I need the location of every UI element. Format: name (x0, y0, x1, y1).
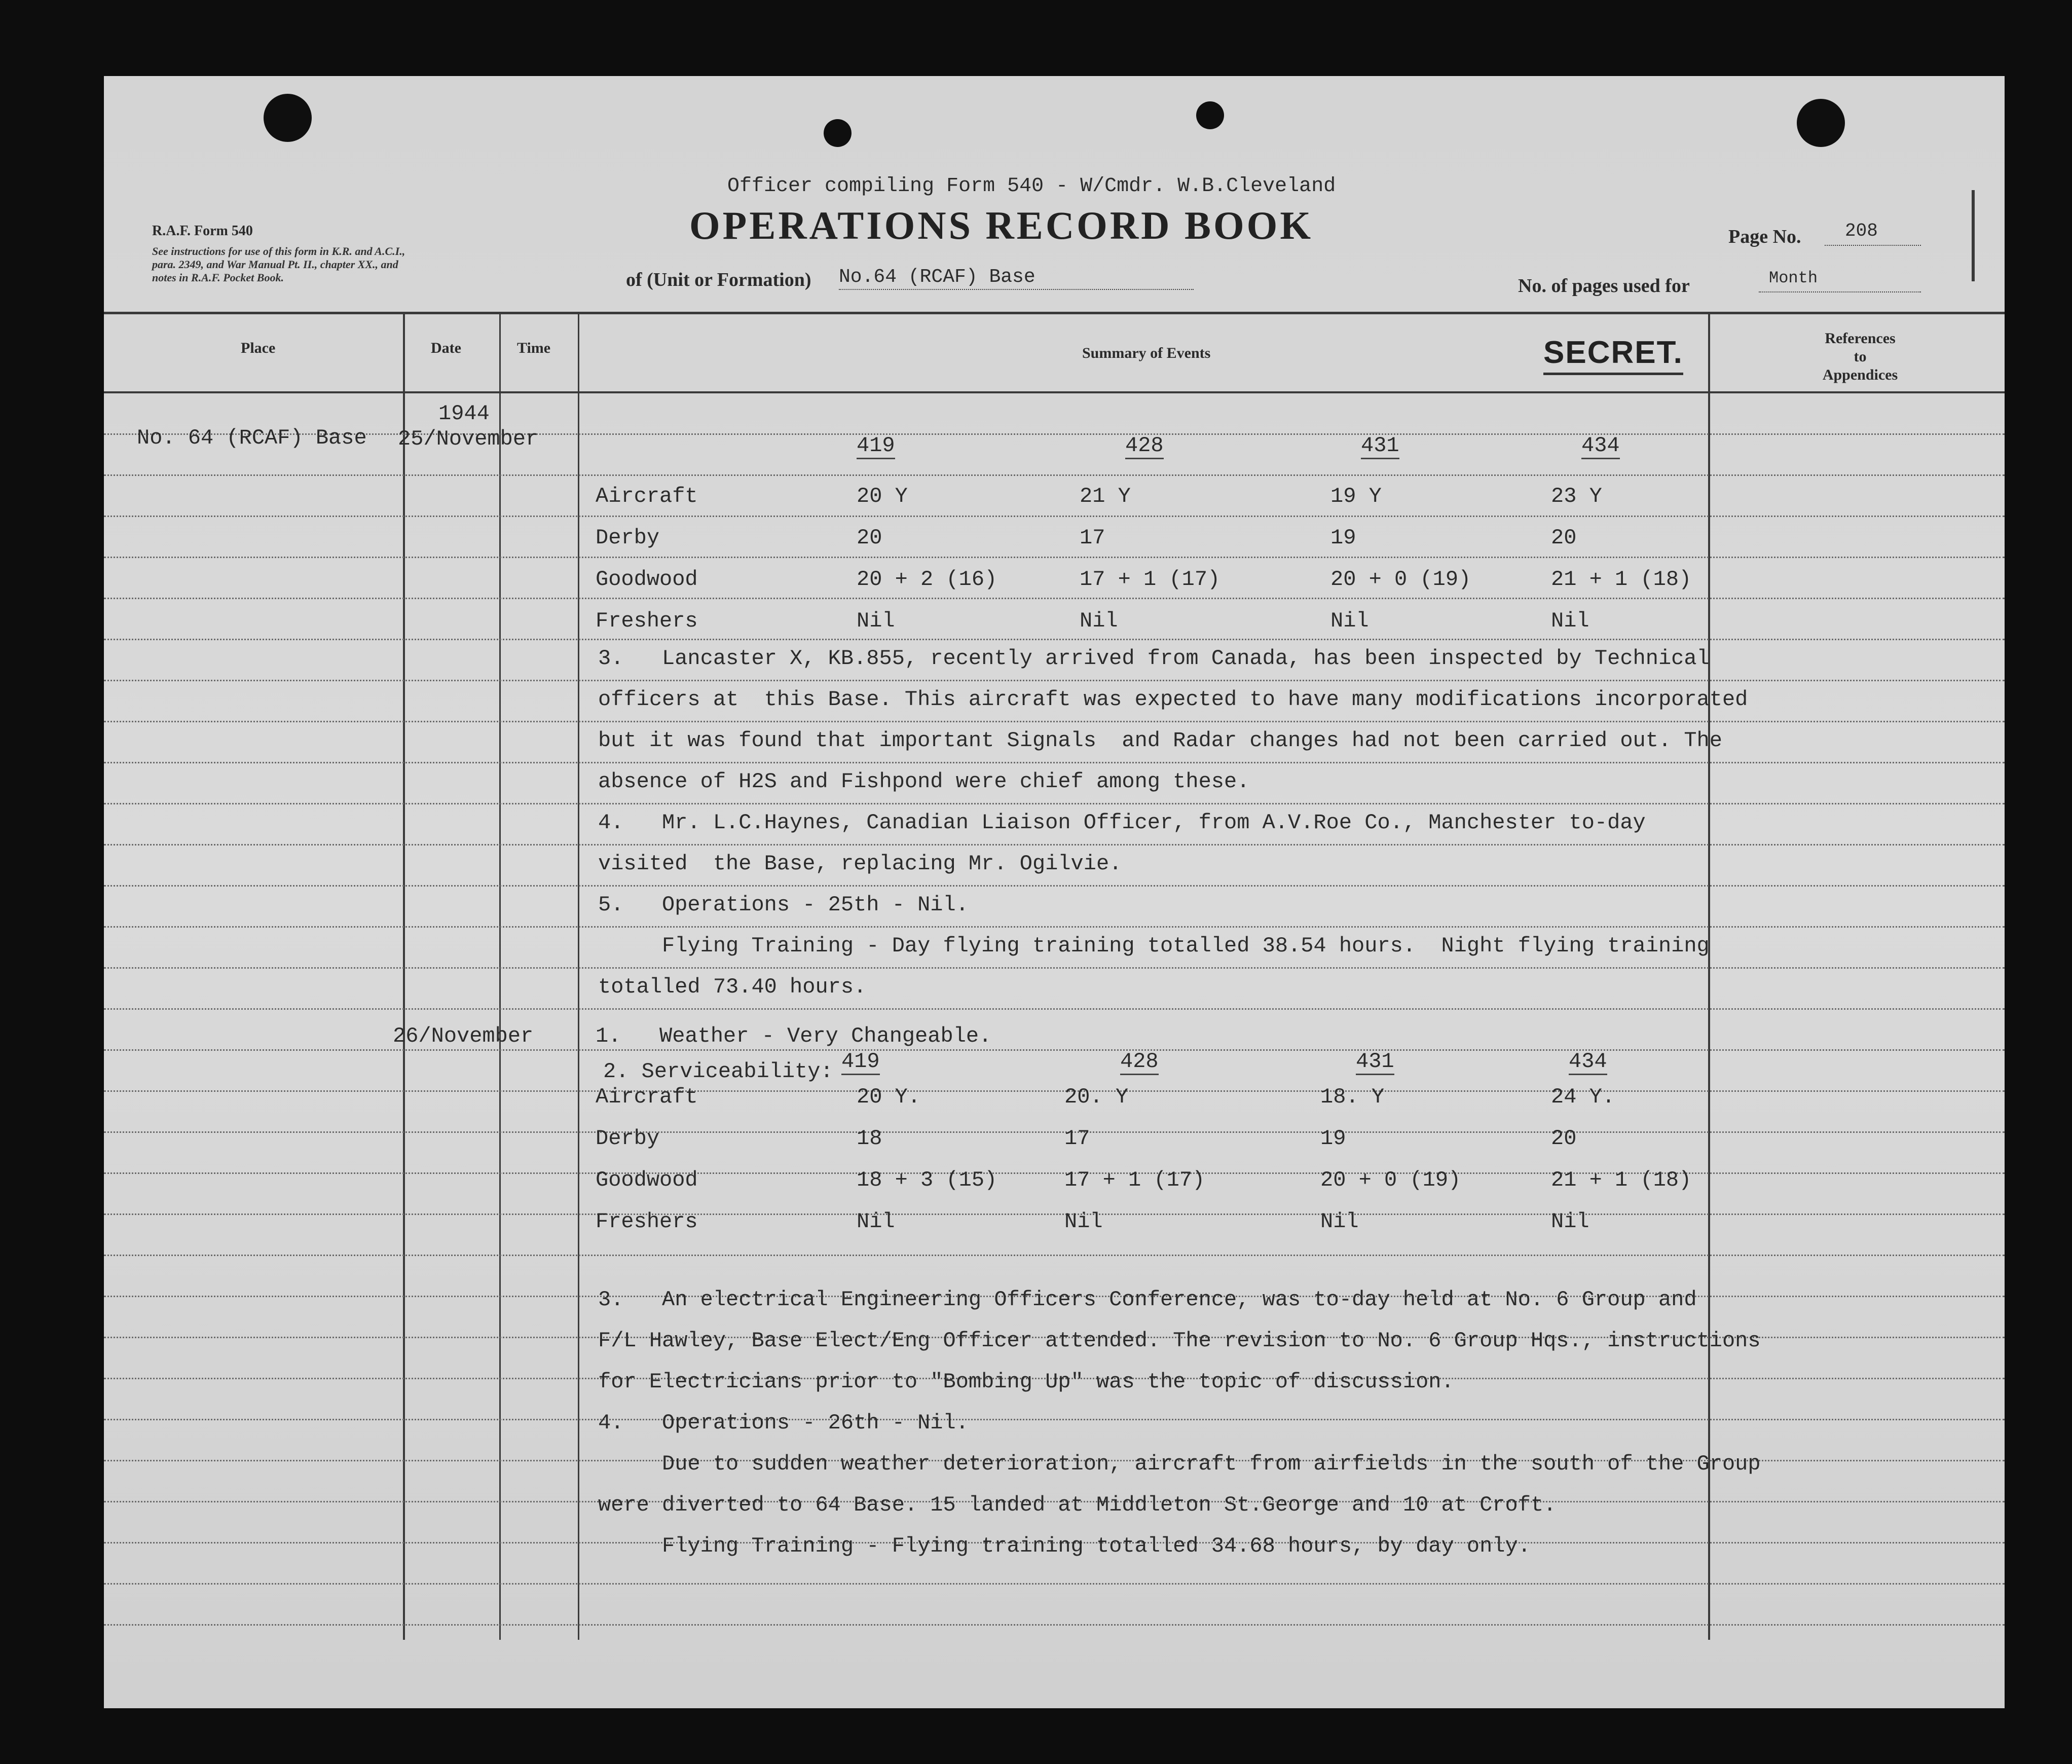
serviceability-cell: Nil (1551, 1209, 1589, 1234)
serviceability-cell: 19 Y (1330, 484, 1382, 508)
serviceability-cell: Nil (1064, 1209, 1103, 1234)
serviceability-cell: 24 Y. (1551, 1085, 1615, 1109)
serviceability-row-label: Goodwood (596, 567, 698, 592)
narrative-line: Flying Training - Day flying training totalled 38.54 hours. Night flying training (598, 934, 1710, 958)
narrative-line: Flying Training - Flying training totalled 34.68 hours, by day only. (598, 1534, 1531, 1558)
serviceability-cell: 19 (1320, 1126, 1346, 1151)
ruled-line (104, 721, 2005, 722)
ruled-line (104, 1419, 2005, 1420)
narrative-line: Due to sudden weather deterioration, aircraft from airfields in the south of the Group (598, 1452, 1761, 1476)
ruled-line (104, 803, 2005, 804)
place-entry: No. 64 (RCAF) Base (137, 426, 367, 450)
serviceability-cell: 20 Y (857, 484, 908, 508)
date-entry-25: 25/November (398, 427, 539, 451)
ruled-line (104, 433, 2005, 435)
serviceability-cell: 20 (1551, 1126, 1577, 1151)
serviceability-cell: 20 + 2 (16) (857, 567, 997, 592)
ruled-line (104, 1583, 2005, 1585)
serviceability-cell: 18 + 3 (15) (857, 1168, 997, 1192)
serviceability-row-label: Aircraft (596, 1085, 698, 1109)
narrative-line: were diverted to 64 Base. 15 landed at Middleton St.George and 10 at Croft. (598, 1493, 1557, 1517)
page-no-field: 208 (1825, 220, 1921, 246)
serviceability-cell: 20 + 0 (19) (1320, 1168, 1461, 1192)
squadron-number: 419 (857, 433, 895, 459)
serviceability-cell: 20 (1551, 526, 1577, 550)
binder-hole-left (264, 94, 312, 142)
ruled-line (104, 844, 2005, 846)
narrative-line: 4. Mr. L.C.Haynes, Canadian Liaison Officer, from A.V.Roe Co., Manchester to-day (598, 811, 1646, 835)
ruled-line (104, 1008, 2005, 1010)
narrative-line: 4. Operations - 26th - Nil. (598, 1411, 969, 1435)
binder-hole-mid-left (824, 119, 852, 147)
squadron-number: 434 (1581, 433, 1620, 459)
ruled-line (104, 1172, 2005, 1174)
serviceability-cell: 21 + 1 (18) (1551, 1168, 1692, 1192)
ruled-line (104, 926, 2005, 928)
table-top-border (104, 312, 2005, 314)
serviceability-cell: 20 Y. (857, 1085, 921, 1109)
record-sheet (104, 76, 2005, 1708)
col-divider-date (499, 312, 501, 1640)
serviceability-cell: Nil (1551, 609, 1589, 633)
pages-used-field: Month (1759, 269, 1921, 292)
serviceability-cell: 20 + 0 (19) (1330, 567, 1471, 592)
date-entry-26: 26/November (393, 1024, 534, 1048)
serviceability-cell: 21 + 1 (18) (1551, 567, 1692, 592)
form-number: R.A.F. Form 540 (152, 223, 253, 239)
serviceability-cell: 18 (857, 1126, 882, 1151)
ruled-line (104, 967, 2005, 969)
serviceability-cell: 17 (1064, 1126, 1090, 1151)
serviceability-cell: 17 + 1 (17) (1064, 1168, 1205, 1192)
squadron-number: 419 (841, 1049, 880, 1075)
ruled-line (104, 1255, 2005, 1256)
narrative-line: visited the Base, replacing Mr. Ogilvie. (598, 852, 1122, 876)
narrative-line: totalled 73.40 hours. (598, 975, 867, 999)
serviceability-row-label: Freshers (596, 609, 698, 633)
ruled-line (104, 1624, 2005, 1626)
ruled-line (104, 474, 2005, 476)
ruled-line (104, 680, 2005, 681)
page-no-label: Page No. (1728, 226, 1801, 247)
day2-serviceability-label: 2. Serviceability: (603, 1059, 833, 1084)
ruled-line (104, 885, 2005, 887)
serviceability-cell: Nil (1320, 1209, 1359, 1234)
serviceability-cell: 17 + 1 (17) (1080, 567, 1220, 592)
squadron-number: 428 (1120, 1049, 1159, 1075)
serviceability-cell: 17 (1080, 526, 1105, 550)
serviceability-row-label: Derby (596, 1126, 660, 1151)
col-header-summary: Summary of Events (1082, 345, 1211, 361)
squadron-number: 431 (1356, 1049, 1394, 1075)
year-entry: 1944 (438, 401, 490, 426)
unit-field: No.64 (RCAF) Base (839, 266, 1194, 290)
serviceability-row-label: Derby (596, 526, 660, 550)
col-header-date: Date (431, 340, 461, 356)
ruled-line (104, 1131, 2005, 1133)
ruled-line (104, 1049, 2005, 1051)
serviceability-cell: 20 (857, 526, 882, 550)
ruled-line (104, 1214, 2005, 1215)
serviceability-cell: Nil (857, 1209, 895, 1234)
serviceability-cell: 19 (1330, 526, 1356, 550)
ruled-line (104, 762, 2005, 763)
squadron-number: 434 (1569, 1049, 1607, 1075)
col-divider-place (403, 312, 405, 1640)
ruled-line (104, 639, 2005, 640)
narrative-line: 3. Lancaster X, KB.855, recently arrived from Canada, has been inspected by Technical (598, 646, 1710, 671)
narrative-line: 5. Operations - 25th - Nil. (598, 893, 969, 917)
narrative-line: F/L Hawley, Base Elect/Eng Officer attended. The revision to No. 6 Group Hqs., instructions (598, 1329, 1761, 1353)
serviceability-cell: Nil (857, 609, 895, 633)
serviceability-cell: 23 Y (1551, 484, 1602, 508)
header-bottom-border (104, 391, 2005, 393)
unit-label: of (Unit or Formation) (626, 269, 811, 290)
col-divider-summary (1708, 312, 1710, 1640)
col-divider-time (578, 312, 579, 1640)
narrative-line: 3. An electrical Engineering Officers Conference, was to-day held at No. 6 Group and (598, 1288, 1697, 1312)
squadron-number: 431 (1361, 433, 1399, 459)
pages-used-label: No. of pages used for (1518, 275, 1690, 297)
serviceability-row-label: Goodwood (596, 1168, 698, 1192)
ruled-line (104, 598, 2005, 599)
serviceability-cell: 20. Y (1064, 1085, 1129, 1109)
serviceability-cell: Nil (1080, 609, 1118, 633)
serviceability-row-label: Freshers (596, 1209, 698, 1234)
binder-hole-right (1797, 99, 1845, 147)
serviceability-cell: Nil (1330, 609, 1369, 633)
binder-hole-mid-right (1196, 101, 1224, 129)
serviceability-cell: 21 Y (1080, 484, 1131, 508)
serviceability-row-label: Aircraft (596, 484, 698, 508)
col-header-references: References to Appendices (1822, 330, 1898, 383)
narrative-line: for Electricians prior to "Bombing Up" was the topic of discussion. (598, 1370, 1454, 1394)
narrative-line: absence of H2S and Fishpond were chief among these. (598, 769, 1250, 794)
form-instructions: See instructions for use of this form in K.R. and A.C.I., para. 2349, and War Manual Pt. II., chapter XX., and notes in R.A.F. Pocket Book. (152, 245, 405, 284)
page-title: OPERATIONS RECORD BOOK (689, 203, 1314, 247)
officer-compiling: Officer compiling Form 540 - W/Cmdr. W.B.Cleveland (727, 175, 1336, 198)
ruled-line (104, 516, 2005, 517)
secret-stamp: SECRET. (1543, 335, 1683, 375)
serviceability-cell: 18. Y (1320, 1085, 1385, 1109)
ruled-line (104, 1090, 2005, 1092)
narrative-line: officers at this Base. This aircraft was expected to have many modifications incorporated (598, 687, 1748, 712)
narrative-line: but it was found that important Signals and Radar changes had not been carried out. The (598, 728, 1722, 753)
edge-mark (1972, 190, 1975, 281)
ruled-line (104, 557, 2005, 558)
col-header-place: Place (241, 340, 276, 356)
squadron-number: 428 (1125, 433, 1164, 459)
col-header-time: Time (517, 340, 551, 356)
day2-weather: 1. Weather - Very Changeable. (596, 1024, 992, 1048)
